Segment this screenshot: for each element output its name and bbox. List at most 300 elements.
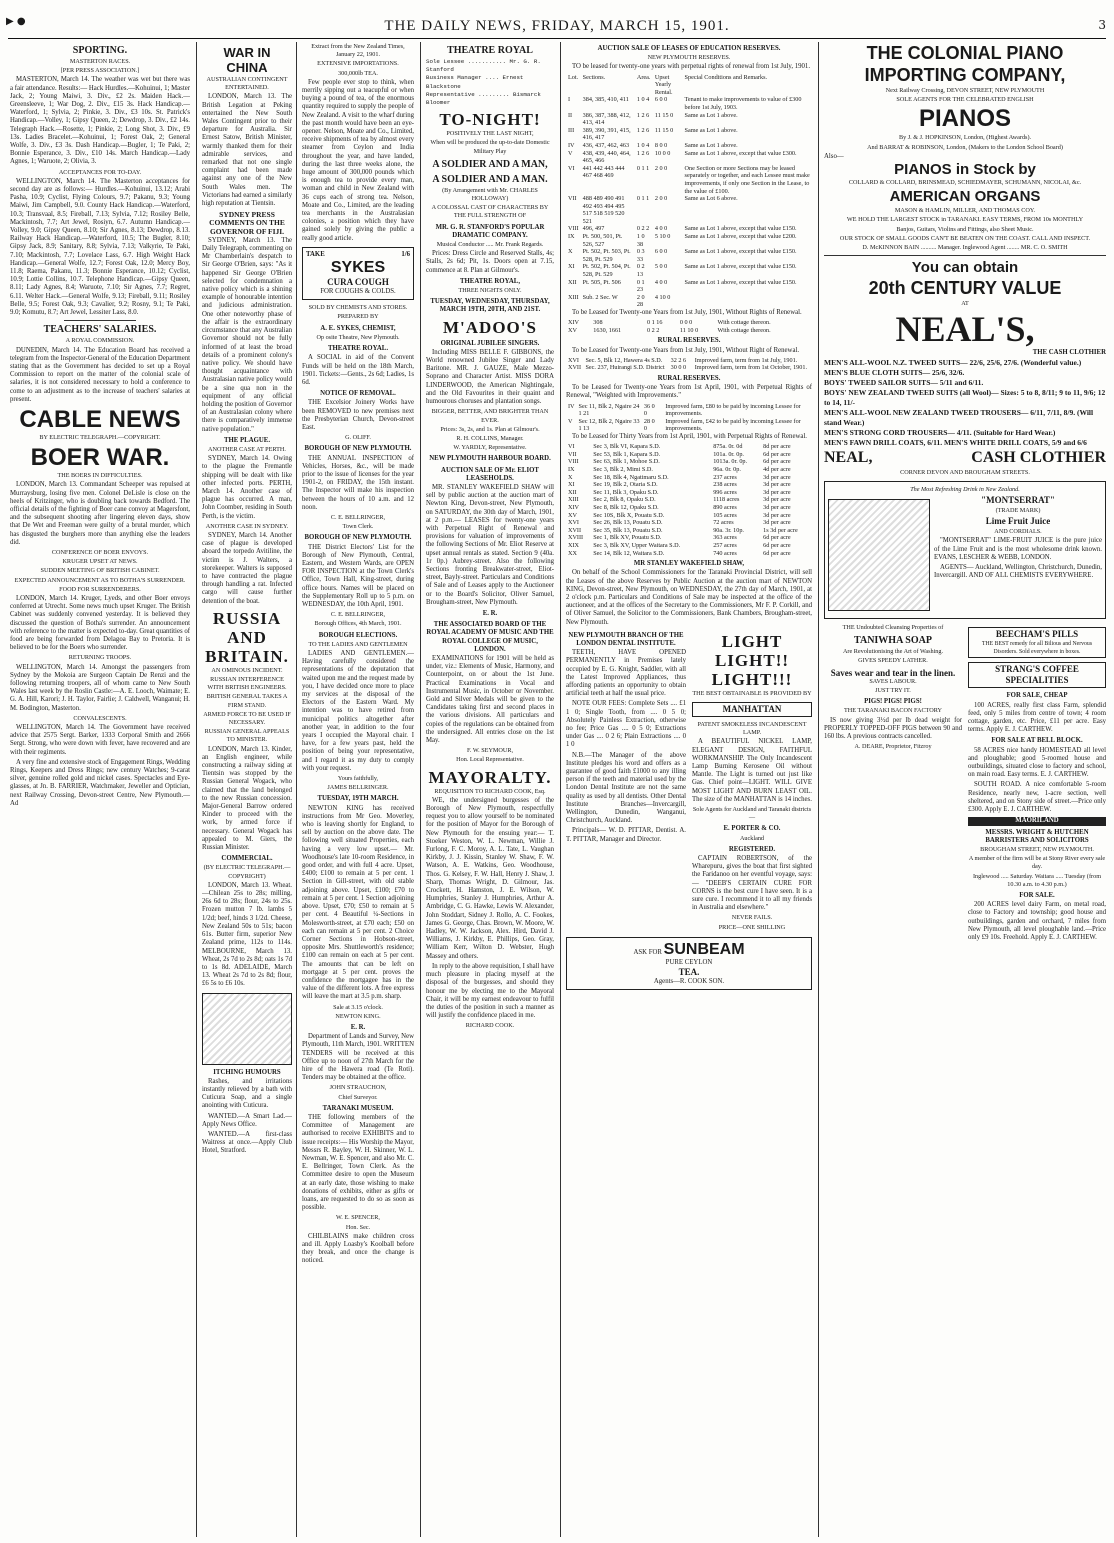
table-cell-remarks: Improved farm, £80 to be paid by incoming Lessee for improvements.	[665, 402, 801, 418]
inglewood: Inglewood ..... Saturday. Waitara ..... Tuesday (from 10.30 a.m. to 4.30 p.m.)	[972, 872, 1102, 888]
table-cell-sections: Sec 63, Blk 1, Mohoe S.D.	[593, 458, 660, 466]
article-text: WELLINGTON, March 14. Amongst the passengers from Sydney by the Mokoia are Surgeon Captain De Renzi and the following returning troopers, all of whom came to New South Wales last week by the Roslin Castle:—A. E. Looch, Waimate; E. G. A. Hill, Karori; J. H. Taylor, Fairlie; J. Caldwell, Wanganui; H. M. Bodington, Masterton.	[10, 663, 190, 712]
classified: WANTED.—A Smart Lad.—Apply News Office.	[202, 1112, 292, 1128]
pills-advert	[968, 627, 1106, 658]
cura-cough: CURA COUGH	[327, 277, 389, 288]
signature: Yours faithfully,	[337, 775, 379, 783]
subheading: ACCEPTANCES FOR TO-DAY.	[58, 168, 142, 176]
chemist-name: A. E. SYKES, CHEMIST,	[320, 324, 396, 332]
table-cell-sections: Sec 2, Blk 8, Opaku S.D.	[593, 496, 656, 504]
table-cell-rent: 4d per acre	[763, 465, 791, 473]
organs-heading: AMERICAN ORGANS	[889, 188, 1041, 206]
table-cell-sections: Sec 10S, Blk X, Pouatu S.D.	[593, 511, 665, 519]
table-cell-lot: XVII	[568, 364, 582, 372]
heading-harbour: NEW PLYMOUTH HARBOUR BOARD.	[429, 455, 551, 463]
chemist-address: Op osite Theatre, New Plymouth.	[316, 333, 400, 341]
heading-mayoralty: MAYORALTY.	[428, 767, 552, 787]
address: Next Railway Crossing, DEVON STREET, NEW PLYMOUTH	[885, 87, 1045, 94]
lessee: Sole Lessee ........... Mr. G. R. Stanford	[426, 58, 541, 74]
montserrat-illustration	[828, 499, 930, 611]
heading-theatre-royal: THEATRE ROYAL	[447, 45, 533, 56]
table-row	[566, 263, 812, 278]
table-cell-sections: 389, 390, 391, 415, 416, 417	[582, 126, 631, 142]
ask-for: ASK FOR	[633, 948, 662, 956]
subheading: ANOTHER CASE AT PERTH.	[208, 445, 286, 453]
table-cell-lot: XI	[568, 263, 575, 271]
table-cell-rent: 4 0 0	[654, 225, 668, 233]
table-row	[566, 451, 812, 459]
article-text: LONDON, March 14. Kruger, Lyeds, and other Boer envoys conferred at Utrecht. Some news much upset Kruger. The British Cabinet was suddenly convened yesterday. It is believed they discussed the question of Botha's surrender. An announcement with reference to the matter is expected to-day. Great quantities of food are being forwarded from Delagoa Bay to Pretoria. It is believed to be for the Boers who surrender.	[10, 594, 190, 652]
table-cell-area: 740 acres	[713, 549, 737, 557]
article-text: THE District Electors' List for the Borough of New Plymouth, Central, Eastern, and Western Wards, are OPEN FOR INSPECTION at the Town Clerk's Office, Town Hall, King-street, during office hours. Names will be placed on the Supplementary Roll up to 5 p.m. on WEDNESDAY, the 10th April, 1901.	[302, 543, 414, 608]
table-row	[566, 233, 812, 248]
heading-rural: RURAL RESERVES.	[657, 375, 721, 382]
taniwha-name: TANIWHA SOAP	[854, 635, 932, 647]
heading-cable-news: CABLE NEWS	[19, 405, 181, 433]
organ-makers: MASON & HAMLIN, MILLER, AND THOMAS COY.	[894, 207, 1036, 215]
heading-madoos: M'ADOO'S	[443, 317, 537, 337]
table-row	[566, 142, 812, 150]
signature: G. OLIFF.	[345, 434, 371, 442]
pianos-heading: PIANOS	[918, 105, 1011, 133]
page-number: 3	[1098, 18, 1106, 32]
neal-footer	[824, 448, 1106, 468]
agents: Agents—R. COOK SON.	[653, 978, 725, 985]
table-cell-lot: XVIII	[568, 534, 584, 542]
table-cell-remarks: Improved farm, term from 1st October, 1901.	[694, 364, 808, 372]
table-cell-sections: 384, 385, 410, 411	[582, 96, 629, 104]
small-goods: OUR STOCK OF SMALL GOODS CAN'T BE BEATEN ON THE COAST. CALL AND INSPECT.	[839, 234, 1091, 242]
signature: W. E. SPENCER,	[336, 1214, 380, 1222]
article-text: THE following members of the Committee of Management are authorised to receive EXHIBITS and to issue receipts:— His Worship the Mayor, Messrs R. Bayley, W. H. Skinner, W. L. Newman, W. E. Spencer, and also Mr. C. E. Bellringer, Town Clerk. As the Committee desire to open the Museum at an early date, those wishing to make donations of exhibits, either as gifts or loans, are requested to do so as soon as possible.	[302, 1113, 414, 1212]
table-row	[566, 96, 812, 111]
table-row	[566, 512, 812, 520]
table-cell-lot: XIII	[568, 496, 579, 504]
play-title: A SOLDIER AND A MAN,	[432, 158, 548, 170]
signature-title: Chief Surveyor.	[338, 1093, 378, 1101]
cash-clothier-2: CASH CLOTHIER	[971, 448, 1106, 466]
take-label: TAKE	[306, 250, 325, 258]
table-row	[566, 319, 812, 327]
solicitors-note: A member of the firm will be at Stony River every sale day.	[968, 855, 1106, 871]
table-cell-rent: 3d per acre	[763, 488, 791, 496]
table-cell-rent: 6 0 0	[654, 96, 668, 104]
table-cell-area: 238 acres	[713, 481, 737, 489]
heading-removal: NOTICE OF REMOVAL.	[320, 390, 396, 398]
table-cell-rent: 4 10 0	[654, 293, 671, 301]
table-cell-area: 0 1 23	[636, 278, 645, 294]
subheading: NEW PLYMOUTH RESERVES.	[647, 54, 731, 62]
table-row	[566, 112, 812, 127]
table-cell-rent: 6 0 0	[654, 248, 668, 256]
table-cell-rent: 11 15 0	[654, 111, 674, 119]
column-header: Area.	[636, 73, 651, 81]
subheading: THREE NIGHTS ONLY.	[458, 287, 522, 295]
coffee-advert	[968, 662, 1106, 688]
table-cell-rent: 2 0 0	[654, 195, 668, 203]
table-cell-rent: 3d per acre	[763, 503, 791, 511]
price-label: 1/6	[401, 250, 410, 258]
sale-heading: FOR SALE AT BELL BLOCK.	[991, 737, 1083, 745]
table-cell-sections: Sec 11, Blk 3, Opaku S.D.	[593, 488, 659, 496]
table-row	[566, 443, 812, 451]
table-cell-lot: VI	[568, 164, 575, 172]
heading-itching: ITCHING HUMOURS	[213, 1068, 281, 1076]
signature-title: Borough Offices, 4th March, 1901.	[314, 620, 402, 628]
lease-table	[566, 74, 812, 309]
sunbeam-name: SUNBEAM	[663, 940, 745, 958]
for-sale-heading: FOR SALE.	[1019, 891, 1055, 899]
table-row	[566, 474, 812, 482]
table-cell-rent: 5 0 0	[654, 263, 668, 271]
table-cell-sections: 496, 497	[582, 225, 605, 233]
dental-advert	[566, 629, 686, 933]
extract-note: Extract from the New Zealand Times, January 22, 1901.	[311, 43, 405, 59]
auctioneer: MR STANLEY WAKEFIELD SHAW,	[633, 560, 745, 568]
maoriland-banner: MAORILAND	[968, 817, 1106, 825]
heading-auction-leases: AUCTION SALE OF LEASES OF EDUCATION RESERVES.	[597, 45, 781, 52]
subheading: CONVALESCENTS.	[73, 714, 127, 722]
cordials: AND CORDIALS.	[994, 528, 1042, 536]
sykes-name: SYKES	[330, 259, 386, 277]
table-row	[566, 150, 812, 165]
table-cell-area: 28 0 0	[643, 417, 655, 433]
table-cell-rent: 6d per acre	[763, 534, 791, 542]
article-text: On behalf of the School Commissioners for the Taranaki Provincial District, will sell the Leases of the above Reserves by Public Auction at the auction mart of NEWTON KING, Devon-street, New Plymouth, on WEDNESDAY, the 27th day of March, 1901, at 2 o'clock p.m. Particulars and Conditions of Sale may be inspected at the office of the auctioneer, and at the offices of the Secretary to the Commissioners, Mr F. P. Corkill, and of Oliver Samuel, the Solicitor to the Commissioners, Bank Chambers, Brougham-street, New Plymouth.	[566, 569, 812, 626]
sykes-advert	[302, 247, 414, 300]
heading-fiji: SYDNEY PRESS COMMENTS ON THE GOVERNOR OF FIJI.	[209, 210, 285, 236]
column-leases	[566, 42, 812, 1537]
heading-commercial: COMMERCIAL.	[221, 855, 273, 863]
table-cell-lot: XII	[568, 488, 577, 496]
table-cell-area: 36 0 0	[643, 402, 655, 418]
heading-tuesday: TUESDAY, 19TH MARCH.	[317, 795, 399, 803]
table-cell-area: 105 acres	[713, 511, 737, 519]
table-cell-remarks: Same as Lot 1 above, except that value £150.	[684, 263, 797, 271]
sale-text: 200 ACRES level dairy Farm, on metal road, close to Factory and township; good house and outbuildings, garden and orchard, 7 miles from New Plymouth, all level ploughable land.—Price only £9 10s. Freehold. Apply E. J. CARTHEW.	[968, 901, 1106, 941]
subheading: FOOD FOR SURRENDERERS.	[59, 585, 141, 593]
table-cell-area: 0 2 2	[636, 225, 650, 233]
heading-light: LIGHT LIGHT!! LIGHT!!!	[711, 631, 793, 689]
table-row	[566, 403, 812, 418]
column-header: Lot.	[568, 73, 579, 81]
signature: R. H. COLLINS, Manager.	[456, 434, 524, 442]
table-row	[566, 534, 812, 542]
table-cell-remarks: Improved farm, £42 to be paid by incoming Lessee for improvements.	[665, 417, 801, 433]
table-cell-sections: Pt. 500, 501, Pt. 526, 527	[582, 233, 623, 248]
subheading: CONFERENCE OF BOER ENVOYS.	[51, 548, 149, 556]
taniwha-line: JUST TRY IT.	[875, 687, 911, 695]
table-cell-remarks: Same as Lot 1 above, except that value £300.	[684, 149, 797, 157]
article-text: LONDON, March 13. Wheat.—Chilean 25s to 28s; milling, 26s 6d to 28s; flour, 24s to 25s. Frozen mutton 7 lb. lambs 5 1/2d; beef, hinds 3 1/2d. Cheese, New Zealand 50s to 51s; bacon 61s. Butter firm, superior New Zealand prime, 112s to 114s. MELBOURNE, March 13. Wheat, 2s 7d to 2s 8d; oats 1s 7d to 1s 8d. ADELAIDE, March 13. Wheat 2s 7d to 2s 8d; flour, £6 5s to £6 10s.	[202, 881, 292, 988]
table-cell-sections: 441 442 443 444 467 468 469	[582, 164, 625, 180]
table-row	[566, 294, 812, 309]
table-cell-area: 1 2 6	[636, 111, 650, 119]
bacon-text: IS now giving 3½d per lb dead weight for PROPERLY TOPPED-OFF PIGS between 90 and 160 lbs. A previous contracts cancelled.	[824, 716, 962, 741]
margin-mark: ▶ ●	[6, 16, 26, 27]
table-row	[566, 504, 812, 512]
colonial-piano-title: THE COLONIAL PIANO IMPORTING COMPANY,	[864, 43, 1066, 85]
table-row	[566, 248, 812, 263]
table-cell-rent: 8 0 0	[654, 141, 668, 149]
lease-table	[566, 357, 812, 372]
heading-auction: AUCTION SALE OF Mr. ELIOT LEASEHOLDS.	[441, 466, 539, 482]
table-cell-sections: 1630, 1661	[593, 326, 622, 334]
table-cell-remarks: With cottage thereon.	[717, 326, 771, 334]
porter-city: Auckland	[739, 834, 765, 842]
table-cell-area: 0 1 16	[647, 319, 663, 327]
table-cell-area: 1 2 6	[636, 126, 650, 134]
table-cell-lot: VII	[568, 450, 577, 458]
porter-name: E. PORTER & CO.	[723, 825, 781, 833]
table-cell-remarks: Tenant to make improvements to value of £300 before 1st July, 1903.	[684, 96, 802, 111]
table-cell-remarks: Improved farm, term from 1st July, 1901.	[694, 356, 798, 364]
table-cell-sections: 488 489 490 491 492 493 494 495 517 518 519 520 521	[582, 195, 625, 225]
pianos-stock: PIANOS in Stock by	[894, 161, 1036, 179]
table-cell-remarks: One Section or more Sections may be leased separately or together, and each Lessee must make improvements, if only one Section in the Lease, to the value of £100.	[684, 164, 810, 195]
masthead-title: THE DAILY NEWS, FRIDAY, MARCH 15, 1901.	[384, 18, 730, 34]
coffee-name: STRANG'S COFFEE SPECIALITIES	[995, 664, 1079, 686]
table-row	[566, 357, 812, 365]
table-cell-area: 30 0 0	[670, 364, 687, 372]
article-text: In reply to the above requisition, I shall have much pleasure in placing myself at the disposal of the burgesses, and should they honour me by electing me to the Mayoral Chair, it will be my earnest endeavour to fulfil the duties of the position in such a manner as will justify the confidence placed in me.	[426, 962, 554, 1020]
article-text: SYDNEY, March 14. Another case of plague is developed aboard the torpedo Avitiline, the victim is J. Walters, a storekeeper. Walters is supposed to have contracted the plague through handling a rat. Infected cargo will cause further detention of the boat.	[202, 531, 292, 605]
table-row	[566, 496, 812, 504]
article-text: To be Leased for Twenty-one Years from 1st July, 1901, Without Right of Renewal.	[572, 346, 800, 354]
lime-juice: Lime Fruit Juice	[985, 516, 1051, 527]
table-cell-sections: Sec 53, Blk 1, Kapara S.D.	[593, 450, 661, 458]
article-text: WE, the undersigned burgesses of the Borough of New Plymouth, respectfully request you to allow yourself to be nominated for the position of Mayor for the Borough of New Plymouth for the ensuing year:— T. Stoeker Weston, W. L. Newman, Willie J. Furlong, F. C. Moroy, A. L. Tate, L. Vaughan Kirkby, J. J. Kissin, Stanley W. Shaw, F. W. Watson, A. E. Watkins, Geo. Woodhouse, Thos. G. Kelsey, F. W. Hall, Henry J. Shaw, J. Sharp, Thomas Wright, D. Gilmour, Jas. Crockett, H. Hamston, J. E. Wilson, W. Humphries, Stanley J. Humphries, Arthur A. Ambridge, C. G. Hawke, Lewis W. Alexander, John Stoddart, Sidney J. Rollo, A. C. Fookes, James G. George, Chas. Brown, W. Moore, W. Hadley, W. W. Jackson, Alex. Hird, David J. Williams, J. Kirkby, E. Phillips, Geo. Gray, William Kerr, Wilton D. Webster, Hugh Massey and others.	[426, 796, 554, 960]
prices: Prices: Dress Circle and Reserved Stalls, 4s; Stalls, 2s 6d; Pit, 1s. Doors open at 7.15, commence at 8. Plan at Gilmour's.	[426, 250, 554, 274]
heading-russia: RUSSIA AND BRITAIN.	[205, 608, 289, 666]
column-rule	[420, 42, 421, 1537]
crest-label: E. R.	[482, 609, 498, 617]
taniwha-line: GIVES SPEEDY LATHER.	[858, 657, 928, 665]
subheading: RETURNING TROOPS.	[68, 654, 132, 662]
table-cell-lot: V	[568, 149, 573, 157]
cash-clothier: THE CASH CLOTHIER	[1032, 349, 1106, 357]
montserrat-text: "MONTSERRAT" LIME-FRUIT JUICE is the pure juice of the Lime Fruit and is the most wholesome drink known. EVANS, LESCHER & WEBB, LONDON.	[934, 537, 1102, 561]
subheading: Sole Agents for Auckland and Taranaki districts—	[692, 805, 812, 822]
table-cell-remarks: Same as Lot 1 above.	[684, 126, 738, 134]
table-cell-area: 0 2 2	[647, 326, 660, 334]
table-row	[566, 225, 812, 233]
table-cell-lot: XIV	[568, 319, 579, 327]
table-cell-rent: 10 0 0	[654, 149, 671, 157]
heading-borough: BOROUGH OF NEW PLYMOUTH.	[304, 534, 412, 542]
lease-table	[566, 319, 812, 334]
pigs-heading: PIGS! PIGS! PIGS!	[864, 698, 922, 706]
table-cell-sections: Sec 3, Blk 2, Mimi S.D.	[593, 465, 653, 473]
table-cell-lot: III	[568, 126, 575, 134]
bacon-factory: THE TARANAKI BACON FACTORY	[844, 707, 942, 715]
table-cell-lot: VIII	[568, 225, 579, 233]
subheading: ANOTHER CASE IN SYDNEY.	[205, 522, 289, 530]
table-cell-area: 0 3 33	[636, 248, 645, 263]
table-cell-sections: Pt. 502, Pt. 503, Pt. 528, Pt. 529	[582, 248, 631, 263]
table-cell-rent: 11 10 0	[679, 326, 699, 334]
article-text: To be Leased for Twenty-one Years from 1st July, 1901, Without Rights of Renewal.	[572, 309, 802, 317]
article-text: WELLINGTON, March 14. The Masterton acceptances for second day are as follows:— Hurdles.—Kohuinui, 13.12; Arabi Pasha, 10.9; Cyclist, Flying Colours, 9.7; Pakanu, 9.3; Young Maiwi, Jim Campbell, 9.0. County Hack Handicap.—Waterford, 10.3; Transvaal, 8.5; Fireball, 7.13; Sylvia, 7.12; Rosiley Belle, Mackintosh, 7.7; Art Jewel, Rosiyn, 6.7. Autumn Handicap.—Volley, 9.0; Gipsy Queen, 8.10; Sir Agnes, 8.13; Dewdrop, 8.13. Railway Hack Handicap.—Waterford, 10.5; The Bugler, 8.10; Gipsy Jack, 8.9; Sanitary, 8.8; Sylvia, 7.13; Valkyrie, Te Paki, 7.10; Mackintosh, 7.7; Lovelace Lass, 6.7. High Weight Hack Handicap.—General Wolfe, 12.7; Forest Oak, 12.0; Mercy Boy, 11.8; Raema, Pakanu, 11.3; Bonnie Esperance, 10.12; Cyclist, 10.9; Lottie Collins, 10.7. Telephone Handicap.—Gipsy Queen, 8.11; Lady Agnes, 8.4; Waruote, 7.10; Sir Agnes, 7.7; Regret, 6.11. Welter Hack.—General Wolfe, 9.13; Fireball, 9.11; Rosiley Belle, 9.5; Forest Oak, 9.3; Cavalier, 9.2; Rosny, 9.1; Te Paki, 9.0; Komutu, 8.7; Art Jewel, Lessiter Lass, 8.0.	[10, 177, 190, 317]
table-cell-remarks: Same as Lot 1 above, except that value £150.	[684, 278, 797, 286]
neals-heading: NEAL'S,	[895, 309, 1035, 350]
masthead-rule	[8, 38, 1106, 39]
prices: Prices: 3s, 2s, and 1s. Plan at Gilmour's.	[440, 425, 540, 433]
table-cell-rent: 8d per acre	[763, 443, 791, 451]
subheading: BIGGER, BETTER, AND BRIGHTER THAN EVER.	[431, 408, 549, 424]
sales-adverts	[968, 623, 1106, 944]
table-cell-sections: Sec 3, Blk VI, Kapara S.D.	[593, 443, 661, 451]
prepared-by: PREPARED BY	[337, 313, 379, 321]
jubilee-singers: ORIGINAL JUBILEE SINGERS.	[440, 339, 540, 347]
table-cell-sections: Sec 8, Blk 12, Opaku S.D.	[593, 503, 659, 511]
principals: Principals— W. D. PITTAR, Dentist. A. T. PITTAR, Manager and Director.	[566, 827, 686, 843]
montserrat-advert	[824, 481, 1106, 619]
heading-plague: THE PLAGUE.	[223, 436, 271, 444]
price-item: BOYS' TWEED SAILOR SUITS— 5/11 and 6/11.	[824, 377, 984, 387]
article-text: THE ANNUAL INSPECTION of Vehicles, Horses, &c., will be made prior to the issue of licenses for the year 1901-2, on FRIDAY, the 15th instant. The Inspector will make his inspection between the hours of 10 a.m. and 12 noon.	[302, 454, 414, 511]
heading-borough: BOROUGH OF NEW PLYMOUTH.	[304, 445, 412, 453]
table-cell-remarks: Same as Lot 1 above, except that value £150.	[684, 248, 797, 256]
table-cell-rent: 3d per acre	[763, 519, 791, 527]
table-cell-sections: 436, 437, 462, 463	[582, 141, 630, 149]
table-cell-area: 32 2 6	[670, 356, 687, 364]
article-text: CAPTAIN ROBERTSON, of the Wharepuru, gives the boat that first sighted the Faridanoo on her eventful voyage, says:— "DEEB'S CERTAIN CURE FOR CORNS is the best cure I have seen. It is a sure cure. I recommend it to all my friends in Australia and elsewhere."	[692, 854, 812, 912]
also-label: Also—	[824, 152, 844, 160]
table-cell-area: 237 acres	[713, 473, 737, 481]
price-item: MEN'S ALL-WOOL N.Z. TWEED SUITS— 22/6, 25/6, 27/6. (Wonderful value.)	[824, 357, 1082, 367]
sale-text: SOUTH ROAD. A nice comfortable 5-room Residence, nearly new, 1-acre section, well sheltered, and on Stony side of street.—Price only £300. Apply E. J. CARTHEW.	[968, 781, 1106, 814]
table-cell-rent: 6d per acre	[763, 541, 791, 549]
table-cell-lot: XIX	[568, 541, 579, 549]
table-cell-rent: 5 10 0	[654, 233, 671, 241]
table-cell-rent: 3d per acre	[763, 473, 791, 481]
table-row	[566, 458, 812, 466]
heading-theatre-royal-2: THEATRE ROYAL,	[459, 277, 521, 285]
column-rule	[818, 42, 819, 1537]
for-coughs: FOR COUGHS & COLDS.	[320, 288, 396, 296]
advert-text: Rashes, and irritations instantly relieved by a bath with Cuticura Soap, and a single anointing with Cuticura.	[202, 1077, 292, 1110]
heading-tonight: TO-NIGHT!	[439, 110, 541, 130]
table-row	[566, 466, 812, 474]
subheading: (By Arrangement with Mr. CHARLES HOLLOWAY)	[442, 186, 538, 203]
table-cell-rent: 6d per acre	[763, 450, 791, 458]
article-text: MR. STANLEY WAKEFIELD SHAW will sell by public auction at the auction mart of Newton King, Devon-street, New Plymouth, on SATURDAY, the 30th day of March, 1901, at 2 p.m.— LEASES for twenty-one years with Perpetual Right of Renewal and provisions for valuation of improvements of the following Sections of Mr. Eliot Reserve at upset annual rentals as stated. Section 9 (40a. 1r 0p.) Aubrey-street. Also the following Sections fronting Breakwater-street, Eliot-street, Bayly-street. Particulars and Conditions of Sale and of Leases apply to the Auctioneer or to the Board's Solicitor, Oliver Samuel, Brougham-street, New Plymouth.	[426, 483, 554, 606]
table-cell-lot: IX	[568, 233, 575, 241]
article-text: LONDON, March 13. The British Legation at Peking entertained the New South Wales Contingent prior to their departure for Australia. Sir Ernest Satow, British Minister, warmly thanked them for their admirable services, and remarked that not one single complaint had been made against any one of the New South Wales men. The Victorians had earned a similarly high reputation at Tientsin.	[202, 93, 292, 208]
table-cell-area: 1 2 6	[636, 149, 650, 157]
table-cell-rent: 4 0 0	[654, 278, 668, 286]
pills-name: BEECHAM'S PILLS	[995, 629, 1079, 640]
table-cell-rent: 6d per acre	[763, 549, 791, 557]
sale-text: 100 ACRES, really first class Farm, splendid feed, only 5 miles from centre of town; 4 room cottage, garden, etc. Price, £11 per acre. Easy terms. Apply E. J. CARTHEW.	[968, 701, 1106, 734]
table-cell-sections: Sec 26, Blk 13, Pouatu S.D.	[593, 519, 663, 527]
subheading: AN OMINOUS INCIDENT.	[211, 666, 283, 674]
table-cell-sections: Sec 3, Blk XV, Upper Waitara S.D.	[593, 541, 681, 549]
subheading: 300,000lb TEA.	[338, 69, 378, 77]
signature-title: Hon. Local Representative.	[456, 756, 524, 764]
at-label: AT	[961, 300, 969, 308]
column-china	[202, 42, 292, 1537]
table-cell-sections: 438, 439, 440, 464, 465, 466	[582, 149, 631, 165]
taniwha-line: Are Revolutionising the Art of Washing.	[842, 648, 944, 656]
pure-ceylon: PURE CEYLON	[665, 958, 713, 966]
signature: JOHN STRAUCHON,	[329, 1084, 387, 1092]
article-text: NEWTON KING has received instructions from Mr Geo. Moverley, who is leaving shortly for England, to sell by auction on the above date. The following well situated Properties, each having a very low upset.— Mr. Woodhouse's late 10-room Residence, in good order, and with full 4 acre. Upset, £400; £100 to remain at 5 per cent. 1 Section in Gill-street, with old stable adjoining above. Upset, £100; £70 to remain at 5 per cent. 1 Section adjoining above. Upset, £70; £50 to remain at 5 per cent. 4 Beautiful ¼-Sections in Molesworth-street, at £70 each; £50 on each can remain at 5 per cent. 2 Choice Corner Sections in Hobson-street, opposite Mrs. Shuttleworth's residence; £100 can remain on each at 5 per cent. The amounts that can be left on mortgage at 5 per cent. proves the confidence the mortgagee has in the value of the different lots. A free express will leave the mart at 3.5 p.m. sharp.	[302, 804, 414, 1001]
table-cell-area: 875a. 0r. 0d	[713, 443, 743, 451]
table-cell-area: 1 0 4	[636, 141, 650, 149]
article-text: Including MISS BELLE F. GIBBONS, the World renowned Jubilee Singer and Lady Baritone. MR. J. GAUZE, Male Mezzo-Soprano and Character Artist. MISS DORA LINDERWOOD, the American Nightingale, and the Old Favourites in their quaint and humourous choruses and plantation songs.	[426, 348, 554, 406]
table-cell-lot: XVI	[568, 356, 579, 364]
trade-mark: (TRADE MARK)	[995, 507, 1041, 515]
table-cell-sections: Sec 11, Blk 2, Ngaire 24 1 21	[578, 402, 640, 418]
subheading: RUSSIAN INTERFERENCE WITH BRITISH ENGINEERS.	[207, 676, 287, 692]
table-row	[566, 550, 812, 558]
heading-dental: NEW PLYMOUTH BRANCH OF THE LONDON DENTAL INSTITUTE.	[568, 631, 684, 647]
table-cell-area: 0 1 1	[636, 164, 650, 172]
table-cell-area: 96a. 0r. 0p.	[713, 465, 741, 473]
column-adverts	[824, 42, 1106, 1537]
subheading: EXTENSIVE IMPORTATIONS.	[317, 60, 399, 68]
table-cell-rent: 3d per acre	[763, 481, 791, 489]
table-cell-lot: X	[568, 473, 573, 481]
advert-text: A very fine and extensive stock of Engagement Rings, Wedding Rings, Keepers and Dress Rings; new century Watches; 9-carat silver, genuine rolled gold and nickel cases. Spectacles and Eye-glasses, at Jn. B. FARRIER, Watchmaker, Jeweller and Optician, next Railway Crossing, Devon-street Centre, New Plymouth.—Ad	[10, 758, 190, 807]
article-text: Few people ever stop to think, when merrily sipping out a teacupful or when buying a pound of tea, of the enormous quantity required to supply the people of New Zealand. A visit to the wharf during the past month would have been an eye-opener. Nelson, Moate and Co., Limited, receive shipments of tea by almost every steamer from Ceylon and India throughout the year, and have landed, during the last three weeks alone, the huge amount of 300,000 pounds which is enough tea to provide every man, woman and child in New Zealand with 36 cups each of strong tea. Nelson, Moate and Co., Limited, are the leading tea merchants in the Australasian colonies, a position which they have gained solely by giving the public a really good article.	[302, 78, 414, 242]
lease-table	[566, 403, 812, 433]
article-text: MASTERTON, March 14. The weather was wet but there was a fair attendance. Results:— Hack Hurdles.—Kohuinui, 1; Master Jack, 2; Young Maiwi, 3. Div., £2 2s. Maiden Hack.—Greensleeve, 1; War Dog, 2. Div., £15 3s. Hack Handicap.—Waterford, 1; Sylvia, 2; Pinkie, 3. Div., £3 10s. St. Patrick's Handicap.—Volley, 1; Gipsy Queen, 2; Dewdrop, 3. Div., £2 14s. Telegraph Hack.—Rosette, 1; Pinkie, 2; Long Shot, 3. Div., £9 13s. Ladies Bracelet.—Kohuinui, 1; Forest Oak, 2; General Wolfe, 3. Div., £3 3s. Dash Handicap.—Bugler, 1; Te Paki, 2; Bonnie Esperance, 3. Div., £10 14s. March Handicap.—Lady Agnes, 1; Waruote, 2; Olivia, 3.	[10, 76, 190, 166]
table-cell-lot: VI	[568, 443, 575, 451]
column-rule	[196, 42, 197, 1537]
table-cell-sections: 386, 387, 388, 412, 413, 414	[582, 111, 631, 127]
table-cell-sections: Sub. 2 Sec. W	[582, 293, 618, 301]
lease-table	[566, 443, 812, 557]
corner-address: CORNER DEVON AND BROUGHAM STREETS.	[900, 468, 1030, 476]
manhattan-advert	[692, 629, 812, 933]
table-row	[566, 327, 812, 335]
signature: NEWTON KING.	[335, 1012, 381, 1020]
table-row	[566, 127, 812, 142]
table-row	[566, 165, 812, 195]
conductor: Musical Conductor ..... Mr. Frank Regards.	[436, 241, 544, 249]
advert-text: CHILBLAINS make children cross and ill. Apply Loasby's Koolball before they break, and once the change is noticed.	[302, 1232, 414, 1265]
subheading: THE BOERS IN DIFFICULTIES.	[57, 472, 143, 480]
heading-sporting: SPORTING.	[72, 45, 128, 56]
sale-text: 58 ACRES nice handy HOMESTEAD all level and ploughable; good 5-roomed house and outbuildings, situated close to factory and school, on main road. Easy terms. E. J. CARTHEW.	[968, 746, 1106, 779]
table-row	[566, 481, 812, 489]
table-cell-area: 890 acres	[713, 503, 737, 511]
table-cell-area: 2 0 28	[636, 293, 645, 309]
article-text: A BEAUTIFUL NICKEL LAMP, ELEGANT DESIGN, FAITHFUL WORKMANSHIP. The Only Incandescent Lamp Burning Kerosene Oil without Mantle. The Light is turned out just like Gas. Chief point—LIGHT. WILL GIVE MOST LIGHT AND BURN LEAST OIL. The size of the MANHATTAN is 14 inches.	[692, 738, 812, 803]
table-cell-lot: VIII	[568, 458, 579, 466]
taniwha-line: SAVES LABOUR.	[869, 677, 917, 685]
table-cell-area: 1118 acres	[713, 496, 740, 504]
article-text: WELLINGTON, March 14. The Government have received advice that 2575 Sergt. Barker, 1333 Corporal Smith and 2666 Sergt. Strong, who were down with fever, have recovered and are with their regiments.	[10, 724, 190, 756]
subheading: THE BEST OBTAINABLE IS PROVIDED BY	[692, 689, 812, 697]
solicitors: MESSRS. WRIGHT & HUTCHEN BARRISTERS AND SOLICITORS	[985, 828, 1089, 844]
proprietor: A. DEARE, Proprietor, Fitzroy	[854, 743, 932, 751]
table-cell-sections: Sec. 5, Blk 12, Hawera 4s S.D.	[585, 356, 663, 364]
masthead	[0, 14, 1114, 36]
table-cell-sections: Sec 14, Blk 12, Waitara S.D.	[593, 549, 665, 557]
table-cell-rent: 3d per acre	[763, 511, 791, 519]
table-cell-remarks: Same as Lot 6 above.	[684, 195, 738, 203]
subheading: RUSSIAN GENERAL APPEALS TO MINISTER.	[204, 728, 290, 744]
table-cell-rent: 3d per acre	[763, 496, 791, 504]
table-cell-remarks: Same as Lot 1 above, except that value £200.	[684, 233, 797, 241]
table-cell-lot: XV	[568, 511, 577, 519]
table-cell-area: 363 acres	[713, 534, 737, 542]
table-cell-area: 1013a. 0r. 0p.	[713, 458, 748, 466]
